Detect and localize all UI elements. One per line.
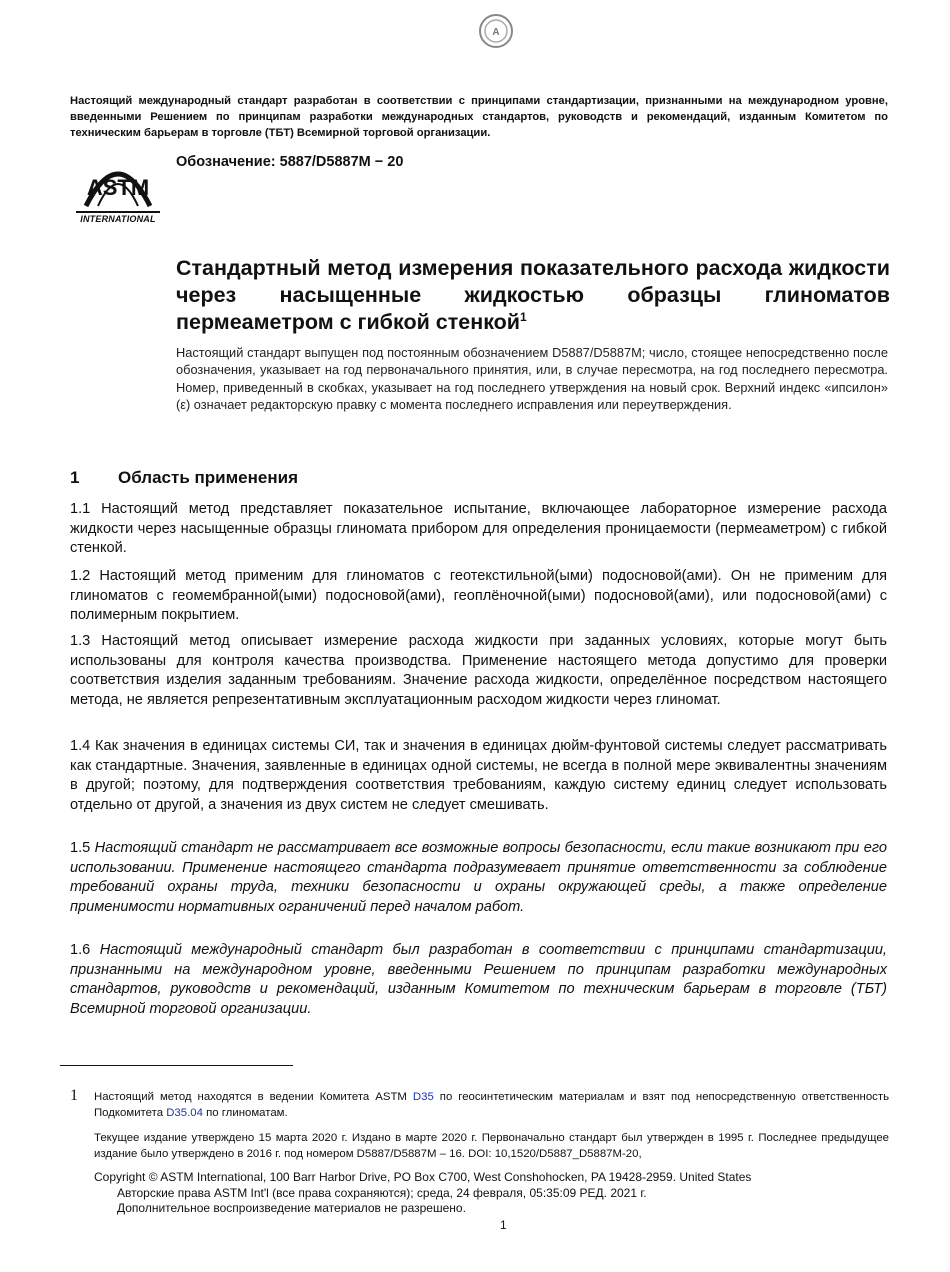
subcommittee-link[interactable]: D35.04 bbox=[166, 1107, 203, 1120]
paragraph-1-3: 1.3 Настоящий метод описывает измерение расхода жидкости при заданных условиях, которые могут быть использованы для контроля качества производства. Применение настоящего метода допустимо для проверки соответствия изделия заданным требованиям. Значение расхода жидкости, определённое посредством настоящего метода, не является репрезентативным эксплуатационным расходом жидкости через глиномат. bbox=[70, 633, 887, 708]
footnote-part3: по глиноматам. bbox=[206, 1107, 288, 1120]
paragraph-1-1: 1.1 Настоящий метод представляет показательное испытание, включающее лабораторное измерение расхода жидкости через насыщенные образцы глиномата прибором для определения проницаемости (пермеаметром) с гибкой стенкой. bbox=[70, 501, 887, 557]
paragraph-1-5-number: 1.5 bbox=[70, 840, 91, 856]
designation-notice: Настоящий стандарт выпущен под постоянным обозначением D5887/D5887M; число, стоящее непосредственно после обозначения, указывает на год первоначального принятия, или, в случае пересмотра, на год последнего пересмотра. Номер, приведенный в скобках, указывает на год последнего утверждения на новый срок. Верхний индекс «ипсилон» (ε) означает редакторскую правку с момента последнего исправления или переутверждения. bbox=[176, 345, 888, 413]
footnote-mark: 1 bbox=[70, 1087, 78, 1104]
title-footnote-ref[interactable]: 1 bbox=[520, 309, 527, 324]
logo-subtext: INTERNATIONAL bbox=[76, 211, 160, 224]
footnote-committee bbox=[94, 1089, 889, 1122]
copyright-line: Copyright © ASTM International, 100 Barr Harbor Drive, PO Box C700, West Conshohocken, PA 19428-2959. United States bbox=[94, 1170, 752, 1184]
paragraph-1-6-text: Настоящий международный стандарт был разработан в соответствии с принципами стандартизации, признанными на международном уровне, введенными Решением по принципам разработки международных стандартов, руководств и рекомендаций, изданным Комитетом по техническим барьерам в торговле (ТБТ) Всемирной торговой организации. bbox=[70, 942, 887, 1017]
intro-statement: Настоящий международный стандарт разработан в соответствии с принципами стандартизации, признанными на международном уровне, введенными Решением по принципам разработки международных стандартов, руководств и рекомендаций, изданным Комитетом по техническим барьерам в торговле (ТБТ) Всемирной торговой организации. bbox=[70, 95, 888, 139]
footnote-part1: Настоящий метод находятся в ведении Комитета ASTM bbox=[94, 1091, 407, 1103]
title-text: Стандартный метод измерения показательного расхода жидкости через насыщенные жидкостью образцы глиноматов пермеаметром с гибкой стенкой bbox=[176, 256, 890, 334]
footnote-edition: Текущее издание утверждено 15 марта 2020 г. Издано в марте 2020 г. Первоначально стандарт был утвержден в 1995 г. Последнее предыдущее издание было утверждено в 2016 г. под номером D5887/D5887M – 16. DOI: 10,1520/D5887_D5887M-20, bbox=[94, 1132, 889, 1161]
section-title: Область применения bbox=[118, 468, 299, 487]
page-number: 1 bbox=[500, 1218, 507, 1232]
svg-text:A: A bbox=[492, 27, 500, 38]
footnote-part2: по геосинтетическим материалам и взят под непосредственную ответственность Подкомитета bbox=[94, 1091, 889, 1120]
paragraph-1-2: 1.2 Настоящий метод применим для глиноматов с геотекстильной(ыми) подосновой(ами). Он не применим для глиноматов с геомембранной(ыми) подосновой(ами), геоплёночной(ыми) подосновой(ами), или подосновой(ами) с полимерным покрытием. bbox=[70, 568, 887, 624]
paragraph-1-6-number: 1.6 bbox=[70, 942, 91, 958]
document-title bbox=[176, 255, 890, 336]
committee-link[interactable]: D35 bbox=[412, 1091, 434, 1103]
logo-lettering: ASTM bbox=[86, 175, 150, 200]
paragraph-1-5 bbox=[70, 839, 887, 917]
astm-seal-small-icon bbox=[477, 12, 515, 50]
reproduction-notice: Дополнительное воспроизведение материалов не разрешено. bbox=[117, 1201, 466, 1215]
paragraph-1-4: 1.4 Как значения в единицах системы СИ, так и значения в единицах дюйм-фунтовой системы следует рассматривать как стандартные. Значения, заявленные в единицах одной системы, не всегда в полной мере эквивалентны значениям в другой; поэтому, для подтверждения соответствия требованиям, каждую систему единиц следует использовать отдельно от другой, а значения из двух систем не следует смешивать. bbox=[70, 738, 887, 813]
rights-line: Авторские права ASTM Int'l (все права сохраняются); среда, 24 февраля, 05:35:09 РЕД. 2021 г. bbox=[117, 1186, 647, 1200]
designation: Обозначение: 5887/D5887M − 20 bbox=[176, 154, 404, 170]
section-number: 1 bbox=[70, 468, 80, 487]
footnote-divider bbox=[60, 1065, 293, 1066]
paragraph-1-6 bbox=[70, 941, 887, 1019]
paragraph-1-5-text: Настоящий стандарт не рассматривает все возможные вопросы безопасности, если такие возникают при его использовании. Применение настоящего стандарта подразумевает принятие ответственности за соблюдение требований охраны труда, техники безопасности и охраны окружающей среды, а также определение применимости нормативных ограничений перед началом работ. bbox=[70, 840, 887, 915]
